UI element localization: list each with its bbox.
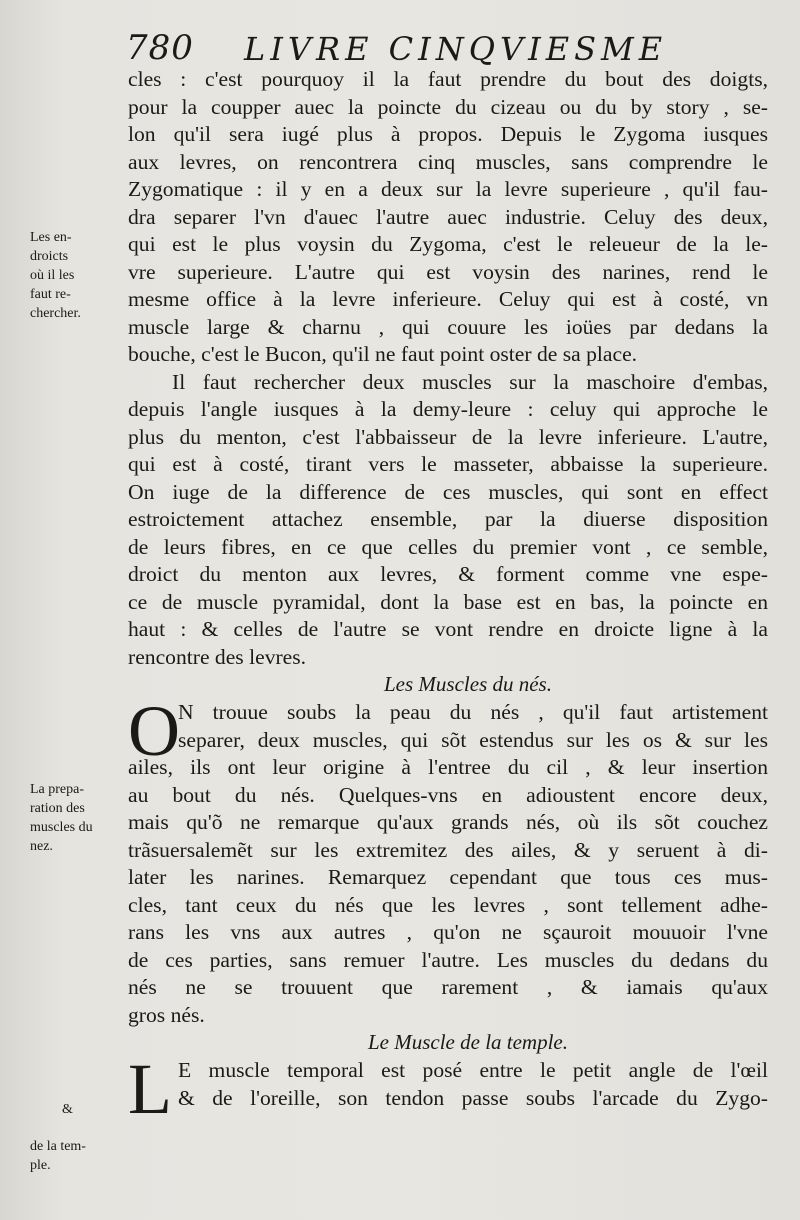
text-line: On iuge de la difference de ces muscles, qui sont en effect: [128, 479, 768, 504]
text-line: Il faut rechercher deux muscles sur la maschoire d'embas,: [172, 369, 768, 394]
text-line: pour la coupper auec la poincte du cizeau ou du by story , se-: [128, 94, 768, 119]
text-line: trãsuersalemẽt sur les extremitez des ailes, & y seruent à di-: [128, 837, 768, 862]
section-heading-nez: Les Muscles du nés.: [384, 672, 552, 696]
paragraph-2: [128, 369, 768, 672]
text-line: gros nés.: [128, 1002, 205, 1027]
text-line: plus du menton, c'est l'abbaisseur de la levre inferieure. L'autre,: [128, 424, 768, 449]
paragraph-1: [128, 66, 768, 369]
text-line: depuis l'angle iusques à la demy-leure : celuy qui approche le: [128, 397, 768, 421]
text-line: separer, deux muscles, qui sõt estendus sur les os & sur les: [178, 727, 768, 752]
text-line: qui est le plus voysin du Zygoma, c'est le releueur de la le-: [128, 232, 768, 256]
text-line: rencontre des levres.: [128, 644, 307, 669]
drop-cap-o: O: [128, 691, 180, 771]
text-line: au bout du nés. Quelques-vns en adioustent encore deux,: [128, 782, 768, 807]
text-line: Zygomatique : il y en a deux sur la levre superieure , qu'il fau-: [128, 177, 768, 201]
text-line: cles : c'est pourquoy il la faut prendre du bout des doigts,: [128, 67, 768, 91]
text-line: mais qu'õ ne remarque qu'aux grands nés, où ils sõt couchez: [128, 810, 768, 834]
text-line: ailes, ils ont leur origine à l'entree du cil , & leur insertion: [128, 755, 768, 779]
text-line: ce de muscle pyramidal, dont la base est en bas, la poincte en: [128, 589, 768, 614]
text-line: muscle large & charnu , qui couure les ioües par dedans la: [128, 314, 768, 339]
text-line: qui est à costé, tirant vers le masseter, abbaisse la superieure.: [128, 452, 768, 476]
paragraph-3: [128, 691, 768, 1029]
paragraph-4: [128, 1049, 768, 1129]
text-line: de leurs fibres, en ce que celles du premier vont , ce semble,: [128, 534, 768, 559]
running-head: LIVRE CINQVIESME: [244, 30, 668, 68]
text-line: haut : & celles de l'autre se vont rendre en droicte ligne à la: [128, 617, 768, 641]
text-line: & de l'oreille, son tendon passe soubs l'arcade du Zygo-: [178, 1085, 768, 1110]
text-line: bouche, c'est le Bucon, qu'il ne faut point oster de sa place.: [128, 342, 638, 366]
text-line: rans les vns aux autres , qu'on ne sçauroit mouuoir l'vne: [128, 920, 768, 944]
text-line: droict du menton aux levres, & forment comme vne espe-: [128, 562, 768, 586]
text-line: cles, tant ceux du nés que les levres , sont tellement adhe-: [128, 892, 768, 917]
drop-cap-l: L: [128, 1049, 172, 1129]
text-line: N trouue soubs la peau du nés , qu'il faut artistement: [178, 700, 768, 724]
section-heading-temple: Le Muscle de la temple.: [367, 1030, 569, 1054]
text-line: aux levres, on rencontrera cinq muscles, sans comprendre le: [128, 149, 768, 174]
margin-note-preparation: La prepa- ration des muscles du nez.: [30, 782, 93, 854]
page-number: 780: [126, 28, 194, 68]
text-line: de ces parties, sans remuer l'autre. Les muscles du dedans du: [128, 947, 768, 972]
text-line: later les narines. Remarquez cependant que tous ces mus-: [128, 865, 768, 889]
body-text: [128, 66, 768, 1129]
text-line: mesme office à la levre inferieure. Celuy qui est à costé, vn: [128, 287, 768, 311]
text-line: E muscle temporal est posé entre le petit angle de l'œil: [178, 1058, 768, 1082]
text-line: vre superieure. L'autre qui est voysin des narines, rend le: [128, 259, 768, 284]
margin-note-endroits: Les en- droicts où il les faut re- chercher.: [30, 230, 81, 321]
text-line: dra separer l'vn d'auec l'autre auec industrie. Celuy des deux,: [128, 204, 768, 229]
text-line: lon qu'il sera iugé plus à propos. Depuis le Zygoma iusques: [128, 122, 768, 146]
text-line: estroictement attachez ensemble, par la diuerse disposition: [128, 507, 768, 531]
text-line: nés ne se trouuent que rarement , & iamais qu'aux: [128, 975, 768, 999]
margin-note-temple: & de la tem- ple.: [30, 1102, 86, 1173]
